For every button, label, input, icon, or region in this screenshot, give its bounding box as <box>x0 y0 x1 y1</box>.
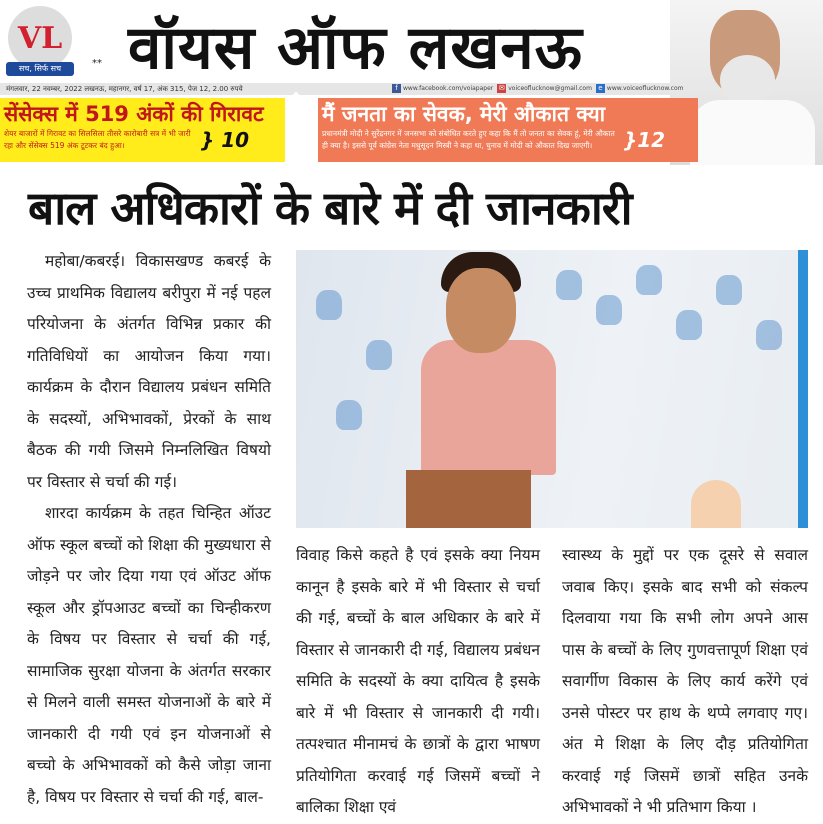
website-url: www.voiceoflucknow.com <box>606 85 684 92</box>
facebook-icon: f <box>392 84 401 93</box>
photo-beard <box>720 55 775 105</box>
girl-skirt <box>406 470 531 528</box>
masthead-title: वॉयस ऑफ लखनऊ <box>128 13 583 83</box>
tagline: सच, सिर्फ सच <box>6 62 74 76</box>
paragraph: शारदा कार्यक्रम के तहत चिन्हित ऑउट ऑफ स्कूल बच्चों को शिक्षा की मुख्यधारा से जोड़ने पर जोर दिया गया एवं ऑउट ऑफ स्कूल और ड्रॉपआउट बच्चों का चिन्हीकरण के विषय पर विस्तार से चर्चा की गई, सामाजिक सुरक्षा योजना के अंतर्गत सरकार से मिलने वाली समस्त योजनाओं के बारे में जानकारी दी गयी एवं इन योजनाओं से बच्चो के अभिभावकों को कैसे जोड़ा जाना है, विषय पर विस्तार से चर्चा की गई, बाल- <box>27 504 271 806</box>
handprint <box>366 340 392 370</box>
handprint <box>336 400 362 430</box>
page-number: 12 <box>637 128 666 152</box>
paragraph: महोबा/कबरई। विकासखण्ड कबरई के उच्च प्राथमिक विद्यालय बरीपुरा में नई पहल परियोजना के अंतर्गत विभिन्न प्रकार की गतिविधियों का आयोजन किया गया। कार्यक्रम के दौरान विद्यालय प्रबंधन समिति के सदस्यों, अभिभावकों, प्रेरकों के साथ बैठक की गयी जिसमे निम्नलिखित विषयो पर विस्तार से चर्चा की गई। <box>27 252 271 491</box>
teaser-modi <box>318 98 698 162</box>
handprint <box>596 295 622 325</box>
handprint <box>316 290 342 320</box>
edition-stars: ** <box>92 58 102 69</box>
email-link <box>497 84 592 93</box>
article-photo <box>296 250 808 528</box>
facebook-link <box>392 84 493 93</box>
girl-figure <box>421 340 556 475</box>
teaser-text: शेयर बाजारों में गिरावट का सिलसिला तीसरे कारोबारी सत्र में भी जारी रहा और सेंसेक्स 519 अंक टूटकर बंद हुआ। <box>4 129 191 150</box>
handprint <box>556 270 582 300</box>
mail-icon: ✉ <box>498 84 505 92</box>
logo-text: VL <box>17 20 63 56</box>
article-headline: बाल अधिकारों के बारे में दी जानकारी <box>28 181 632 235</box>
girl-face <box>446 268 516 353</box>
paragraph: स्वास्थ्य के मुद्दों पर एक दूसरे से सवाल जवाब किए। इसके बाद सभी को संकल्प दिलवाया गया कि सभी लोग अपने आस पास के बच्चों के लिए गुणवत्तापूर्ण शिक्षा एवं सवार्गीण विकास के लिए कार्य करेंगे एवं उनसे पोस्टर पर हाथ के थप्पे लगवाए गए। अंत मे शिक्षा के लिए दौड़ प्रतियोगिता करवाई गई जिसमें छात्रों सहित उनके अभिभावकों ने भी प्रतिभाग किया । <box>562 546 808 816</box>
email-address: voiceoflucknow@gmail.com <box>508 85 592 92</box>
dateline: मंगलवार, 22 नवम्बर, 2022 लखनऊ, महानगर, वर्ष 17, अंक 315, पेज 12, 2.00 रुपये <box>0 83 680 95</box>
facebook-url: www.facebook.com/voiapaper <box>403 85 494 92</box>
child-figure <box>691 480 741 528</box>
article-column-2 <box>296 540 540 824</box>
page-number: 10 <box>221 128 250 152</box>
paragraph: विवाह किसे कहते है एवं इसके क्या नियम कानून है इसके बारे में भी विस्तार से चर्चा की गई, बच्चों के बाल अधिकार के बारे में विस्तार से जानकारी दी गई, विद्यालय प्रबंधन समिति के सदस्यों के क्या दायित्व है इसके बारे में भी विस्तार से जानकारी दी गयी। तत्पश्चात मीनामचं के छात्रों के द्वारा भाषण प्रतियोगिता करवाई गई जिसमें बच्चों ने बालिका शिक्षा एवं <box>296 546 540 816</box>
teaser-sensex <box>0 98 285 162</box>
teaser-title: सेंसेक्स में 519 अंकों की गिरावट <box>4 102 264 126</box>
newspaper-logo <box>8 6 72 70</box>
handprint <box>716 275 742 305</box>
teaser-title: मैं जनता का सेवक, मेरी औकात क्या <box>322 102 606 126</box>
blue-edge <box>798 250 808 528</box>
photo-body <box>690 100 815 165</box>
handprint <box>676 310 702 340</box>
page-ref: }12 <box>623 128 666 152</box>
teaser-text: प्रधानमंत्री मोदी ने सुरेंद्रनगर में जनसभा को संबोधित करते हुए कहा कि मैं तो जनता का सेवक हूं, मेरी औकात ही क्या है। इससे पूर्व कांग्रेस नेता मधुसूदन मिस्त्री ने कहा था, चुनाव में मोदी को औकात दिख जाएगी। <box>322 129 615 150</box>
handprint <box>636 265 662 295</box>
article-column-1 <box>27 246 271 813</box>
page-ref: } 10 <box>200 128 250 152</box>
website-link <box>596 84 684 93</box>
handprint <box>756 320 782 350</box>
article-column-3 <box>562 540 808 824</box>
web-icon: e <box>596 84 605 93</box>
contact-links <box>392 84 683 93</box>
